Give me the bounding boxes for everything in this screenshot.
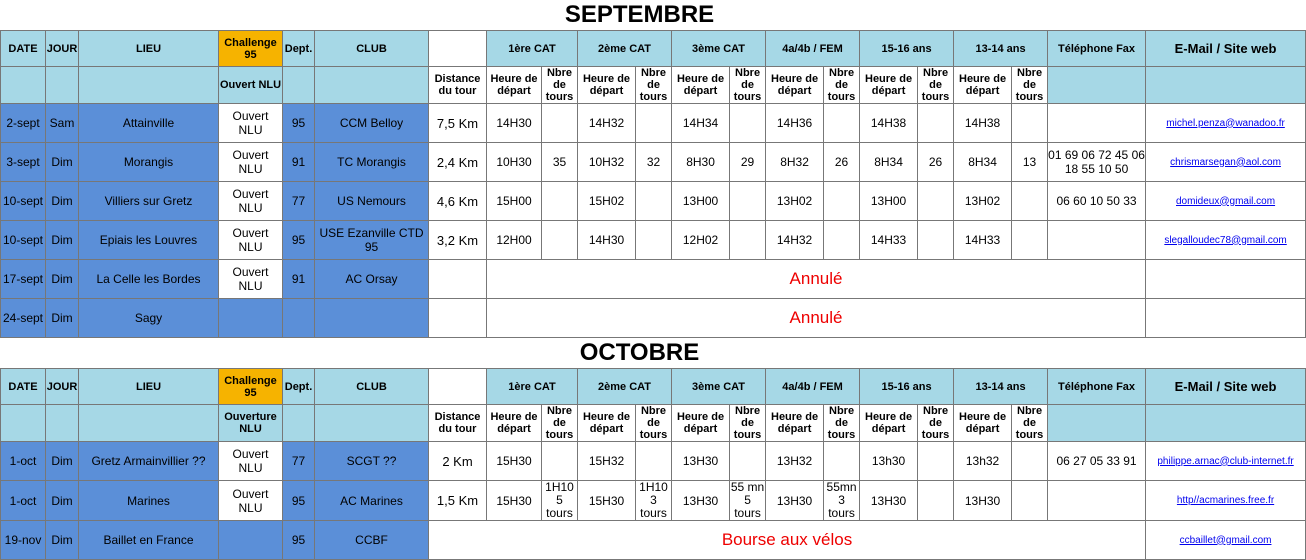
subheader-nbre: Nbre de tours bbox=[1012, 67, 1048, 104]
race-location: Epiais les Louvres bbox=[79, 221, 219, 260]
header-category: 4a/4b / FEM bbox=[766, 369, 860, 405]
race-day: Dim bbox=[46, 260, 79, 299]
race-distance bbox=[429, 299, 487, 338]
header-row bbox=[1, 369, 1306, 405]
race-email-link[interactable]: philippe.arnac@club-internet.fr bbox=[1146, 442, 1306, 481]
subheader-heure: Heure de départ bbox=[954, 405, 1012, 442]
header-challenge: Challenge 95 bbox=[219, 369, 283, 405]
race-distance: 2 Km bbox=[429, 442, 487, 481]
laps bbox=[636, 104, 672, 143]
race-day: Dim bbox=[46, 221, 79, 260]
header-email: E-Mail / Site web bbox=[1146, 369, 1306, 405]
header-category: 1ère CAT bbox=[487, 369, 578, 405]
header-dept: Dept. bbox=[283, 31, 315, 67]
subheader-blank bbox=[315, 405, 429, 442]
subheader-heure: Heure de départ bbox=[954, 67, 1012, 104]
start-time: 14H38 bbox=[954, 104, 1012, 143]
race-date: 1-oct bbox=[1, 442, 46, 481]
header-date: DATE bbox=[1, 369, 46, 405]
laps bbox=[918, 442, 954, 481]
race-day: Dim bbox=[46, 481, 79, 521]
laps: 55 mn 5 tours bbox=[730, 480, 765, 520]
laps bbox=[730, 104, 766, 143]
start-time: 12H02 bbox=[672, 221, 730, 260]
start-time: 14H38 bbox=[860, 104, 918, 143]
subheader-blank bbox=[315, 67, 429, 104]
race-email-link bbox=[1146, 260, 1306, 299]
subheader-nbre: Nbre de tours bbox=[730, 405, 766, 442]
header-lieu: LIEU bbox=[79, 31, 219, 67]
start-time: 12H00 bbox=[487, 221, 542, 260]
race-date: 10-sept bbox=[1, 182, 46, 221]
race-dept: 91 bbox=[283, 143, 315, 182]
header-date: DATE bbox=[1, 31, 46, 67]
event-label: Bourse aux vélos bbox=[429, 521, 1146, 560]
subheader-heure: Heure de départ bbox=[487, 405, 542, 442]
subheader-nbre: Nbre de tours bbox=[636, 405, 672, 442]
race-location: Baillet en France bbox=[79, 521, 219, 560]
subheader-blank bbox=[1146, 405, 1306, 442]
laps bbox=[730, 442, 766, 481]
header-dept: Dept. bbox=[283, 369, 315, 405]
race-challenge: Ouvert NLU bbox=[219, 182, 283, 221]
start-time: 13H02 bbox=[766, 182, 824, 221]
subheader-heure: Heure de départ bbox=[672, 67, 730, 104]
start-time: 15H30 bbox=[487, 442, 542, 481]
race-row bbox=[1, 182, 1306, 221]
start-time: 13H30 bbox=[954, 481, 1012, 521]
race-row bbox=[1, 104, 1306, 143]
race-challenge bbox=[219, 521, 283, 560]
header-club: CLUB bbox=[315, 31, 429, 67]
start-time: 10H30 bbox=[487, 143, 542, 182]
start-time: 13H00 bbox=[672, 182, 730, 221]
laps bbox=[918, 221, 954, 260]
subheader-challenge: Ouverture NLU bbox=[219, 405, 283, 442]
header-category: 15-16 ans bbox=[860, 31, 954, 67]
race-day: Dim bbox=[46, 182, 79, 221]
race-club: USE Ezanville CTD 95 bbox=[315, 221, 429, 260]
race-distance: 4,6 Km bbox=[429, 182, 487, 221]
month-title: OCTOBRE bbox=[579, 339, 700, 366]
header-category: 13-14 ans bbox=[954, 31, 1048, 67]
race-distance: 1,5 Km bbox=[429, 481, 487, 521]
laps bbox=[542, 104, 578, 143]
header-category: 1ère CAT bbox=[487, 31, 578, 67]
subheader-blank bbox=[46, 67, 79, 104]
start-time: 13H30 bbox=[672, 481, 730, 521]
start-time: 13H02 bbox=[954, 182, 1012, 221]
laps bbox=[918, 481, 954, 521]
race-email-link bbox=[1146, 299, 1306, 338]
start-time: 14H32 bbox=[578, 104, 636, 143]
race-phone bbox=[1048, 104, 1146, 143]
start-time: 15H30 bbox=[578, 481, 636, 521]
header-lieu: LIEU bbox=[79, 369, 219, 405]
subheader-heure: Heure de départ bbox=[672, 405, 730, 442]
header-telephone: Téléphone Fax bbox=[1048, 369, 1146, 405]
subheader-nbre: Nbre de tours bbox=[918, 67, 954, 104]
laps bbox=[824, 221, 860, 260]
event-row bbox=[1, 521, 1306, 560]
subheader-nbre: Nbre de tours bbox=[1012, 405, 1048, 442]
laps bbox=[1012, 442, 1048, 481]
race-location: Sagy bbox=[79, 299, 219, 338]
header-category: 2ème CAT bbox=[578, 369, 672, 405]
laps bbox=[824, 442, 860, 481]
subheader-blank bbox=[1048, 67, 1146, 104]
race-location: Attainville bbox=[79, 104, 219, 143]
race-location: Gretz Armainvillier ?? bbox=[79, 442, 219, 481]
laps bbox=[824, 104, 860, 143]
race-date: 1-oct bbox=[1, 481, 46, 521]
subheader-blank bbox=[1, 405, 46, 442]
race-day: Sam bbox=[46, 104, 79, 143]
laps bbox=[824, 182, 860, 221]
laps bbox=[730, 221, 766, 260]
race-email-link[interactable]: michel.penza@wanadoo.fr bbox=[1146, 104, 1306, 143]
header-telephone: Téléphone Fax bbox=[1048, 31, 1146, 67]
laps: 55mn 3 tours bbox=[824, 481, 860, 521]
laps bbox=[1012, 182, 1048, 221]
race-challenge: Ouvert NLU bbox=[219, 143, 283, 182]
race-date: 19-nov bbox=[1, 521, 46, 560]
laps bbox=[636, 182, 672, 221]
start-time: 14H34 bbox=[672, 104, 730, 143]
race-dept: 95 bbox=[283, 104, 315, 143]
subheader-heure: Heure de départ bbox=[766, 405, 824, 442]
laps bbox=[1012, 104, 1048, 143]
subheader-blank bbox=[46, 405, 79, 442]
start-time: 14H33 bbox=[954, 221, 1012, 260]
start-time: 13H30 bbox=[766, 481, 824, 521]
laps: 26 bbox=[918, 143, 954, 182]
laps bbox=[918, 104, 954, 143]
subheader-row bbox=[1, 405, 1306, 442]
start-time: 14H33 bbox=[860, 221, 918, 260]
race-email-link[interactable]: ccbaillet@gmail.com bbox=[1146, 521, 1306, 560]
race-date: 3-sept bbox=[1, 143, 46, 182]
race-date: 10-sept bbox=[1, 221, 46, 260]
race-email-link[interactable]: domideux@gmail.com bbox=[1146, 182, 1306, 221]
header-challenge: Challenge 95 bbox=[219, 31, 283, 67]
cancelled-label: Annulé bbox=[487, 299, 1146, 338]
start-time: 13H30 bbox=[860, 481, 918, 521]
header-category: 3ème CAT bbox=[672, 369, 766, 405]
subheader-heure: Heure de départ bbox=[860, 405, 918, 442]
race-day: Dim bbox=[46, 442, 79, 481]
start-time: 10H32 bbox=[578, 143, 636, 182]
subheader-nbre: Nbre de tours bbox=[730, 67, 766, 104]
subheader-nbre: Nbre de tours bbox=[542, 67, 578, 104]
race-table bbox=[0, 30, 1306, 338]
race-email-link[interactable]: chrismarsegan@aol.com bbox=[1146, 143, 1306, 182]
race-location: Villiers sur Gretz bbox=[79, 182, 219, 221]
header-category: 13-14 ans bbox=[954, 369, 1048, 405]
race-distance: 3,2 Km bbox=[429, 221, 487, 260]
race-phone: 06 60 10 50 33 bbox=[1048, 182, 1146, 221]
race-location: Morangis bbox=[79, 143, 219, 182]
race-dept: 77 bbox=[283, 442, 315, 481]
race-club: AC Marines bbox=[315, 481, 429, 521]
start-time: 15H02 bbox=[578, 182, 636, 221]
header-category: 4a/4b / FEM bbox=[766, 31, 860, 67]
subheader-heure: Heure de départ bbox=[860, 67, 918, 104]
race-row bbox=[1, 481, 1306, 521]
race-row bbox=[1, 442, 1306, 481]
laps bbox=[636, 221, 672, 260]
race-dept: 95 bbox=[283, 481, 315, 521]
laps bbox=[542, 442, 578, 481]
subheader-distance: Distance du tour bbox=[429, 67, 487, 104]
subheader-heure: Heure de départ bbox=[578, 405, 636, 442]
start-time: 15H32 bbox=[578, 442, 636, 481]
laps bbox=[542, 182, 578, 221]
laps bbox=[1012, 221, 1048, 260]
race-row bbox=[1, 221, 1306, 260]
subheader-nbre: Nbre de tours bbox=[824, 405, 860, 442]
race-challenge: Ouvert NLU bbox=[219, 442, 283, 481]
start-time: 13H32 bbox=[766, 442, 824, 481]
header-jour: JOUR bbox=[46, 369, 79, 405]
race-email-link[interactable]: slegalloudec78@gmail.com bbox=[1146, 221, 1306, 260]
race-dept: 95 bbox=[283, 221, 315, 260]
race-challenge: Ouvert NLU bbox=[219, 104, 283, 143]
race-date: 17-sept bbox=[1, 260, 46, 299]
race-club: AC Orsay bbox=[315, 260, 429, 299]
laps: 1H10 5 tours bbox=[542, 481, 578, 521]
race-distance bbox=[429, 260, 487, 299]
race-distance: 2,4 Km bbox=[429, 143, 487, 182]
laps: 35 bbox=[542, 143, 578, 182]
laps: 26 bbox=[824, 143, 860, 182]
subheader-nbre: Nbre de tours bbox=[542, 405, 578, 442]
race-table bbox=[0, 368, 1306, 560]
laps: 32 bbox=[636, 143, 672, 182]
header-blank bbox=[429, 369, 487, 405]
subheader-blank bbox=[1146, 67, 1306, 104]
start-time: 13H00 bbox=[860, 182, 918, 221]
race-club: CCM Belloy bbox=[315, 104, 429, 143]
laps bbox=[1012, 481, 1048, 521]
header-email: E-Mail / Site web bbox=[1146, 31, 1306, 67]
race-distance: 7,5 Km bbox=[429, 104, 487, 143]
start-time: 8H32 bbox=[766, 143, 824, 182]
laps: 13 bbox=[1012, 143, 1048, 182]
race-club: SCGT ?? bbox=[315, 442, 429, 481]
race-club: US Nemours bbox=[315, 182, 429, 221]
subheader-heure: Heure de départ bbox=[578, 67, 636, 104]
race-phone bbox=[1048, 481, 1146, 521]
race-row-cancelled bbox=[1, 299, 1306, 338]
subheader-distance: Distance du tour bbox=[429, 405, 487, 442]
race-challenge: Ouvert NLU bbox=[219, 260, 283, 299]
header-category: 2ème CAT bbox=[578, 31, 672, 67]
race-row bbox=[1, 143, 1306, 182]
race-challenge: Ouvert NLU bbox=[219, 481, 283, 521]
race-phone: 01 69 06 72 45 06 18 55 10 50 bbox=[1048, 143, 1146, 182]
laps bbox=[542, 221, 578, 260]
race-challenge bbox=[219, 299, 283, 338]
start-time: 15H00 bbox=[487, 182, 542, 221]
race-phone bbox=[1048, 221, 1146, 260]
subheader-blank bbox=[283, 405, 315, 442]
race-email-link[interactable]: http//acmarines.free.fr bbox=[1146, 481, 1306, 521]
subheader-heure: Heure de départ bbox=[766, 67, 824, 104]
race-club: TC Morangis bbox=[315, 143, 429, 182]
subheader-blank bbox=[79, 67, 219, 104]
laps bbox=[636, 442, 672, 481]
start-time: 15H30 bbox=[487, 481, 542, 521]
start-time: 14H30 bbox=[578, 221, 636, 260]
start-time: 8H34 bbox=[860, 143, 918, 182]
race-day: Dim bbox=[46, 299, 79, 338]
race-location: La Celle les Bordes bbox=[79, 260, 219, 299]
race-dept: 91 bbox=[283, 260, 315, 299]
subheader-nbre: Nbre de tours bbox=[824, 67, 860, 104]
subheader-blank bbox=[1048, 405, 1146, 442]
subheader-row bbox=[1, 67, 1306, 104]
laps bbox=[730, 182, 766, 221]
subheader-blank bbox=[79, 405, 219, 442]
header-jour: JOUR bbox=[46, 31, 79, 67]
start-time: 14H30 bbox=[487, 104, 542, 143]
race-day: Dim bbox=[46, 521, 79, 560]
start-time: 8H34 bbox=[954, 143, 1012, 182]
race-day: Dim bbox=[46, 143, 79, 182]
race-date: 24-sept bbox=[1, 299, 46, 338]
subheader-nbre: Nbre de tours bbox=[636, 67, 672, 104]
race-location: Marines bbox=[79, 481, 219, 521]
header-category: 15-16 ans bbox=[860, 369, 954, 405]
subheader-blank bbox=[283, 67, 315, 104]
start-time: 14H32 bbox=[766, 221, 824, 260]
start-time: 14H36 bbox=[766, 104, 824, 143]
cancelled-label: Annulé bbox=[487, 260, 1146, 299]
header-category: 3ème CAT bbox=[672, 31, 766, 67]
month-title: SEPTEMBRE bbox=[564, 1, 715, 28]
race-phone: 06 27 05 33 91 bbox=[1048, 442, 1146, 481]
start-time: 8H30 bbox=[672, 143, 730, 182]
race-dept: 77 bbox=[283, 182, 315, 221]
race-club: CCBF bbox=[315, 521, 429, 560]
laps: 29 bbox=[730, 143, 766, 182]
race-club bbox=[315, 299, 429, 338]
race-row-cancelled bbox=[1, 260, 1306, 299]
race-date: 2-sept bbox=[1, 104, 46, 143]
subheader-challenge: Ouvert NLU bbox=[219, 67, 283, 104]
laps: 1H10 3 tours bbox=[636, 481, 672, 521]
start-time: 13h32 bbox=[954, 442, 1012, 481]
header-club: CLUB bbox=[315, 369, 429, 405]
header-blank bbox=[429, 31, 487, 67]
subheader-nbre: Nbre de tours bbox=[918, 405, 954, 442]
race-challenge: Ouvert NLU bbox=[219, 221, 283, 260]
start-time: 13H30 bbox=[672, 442, 730, 481]
subheader-heure: Heure de départ bbox=[487, 67, 542, 104]
start-time: 13h30 bbox=[860, 442, 918, 481]
laps bbox=[918, 182, 954, 221]
header-row bbox=[1, 31, 1306, 67]
subheader-blank bbox=[1, 67, 46, 104]
race-dept: 95 bbox=[283, 521, 315, 560]
race-dept bbox=[283, 299, 315, 338]
